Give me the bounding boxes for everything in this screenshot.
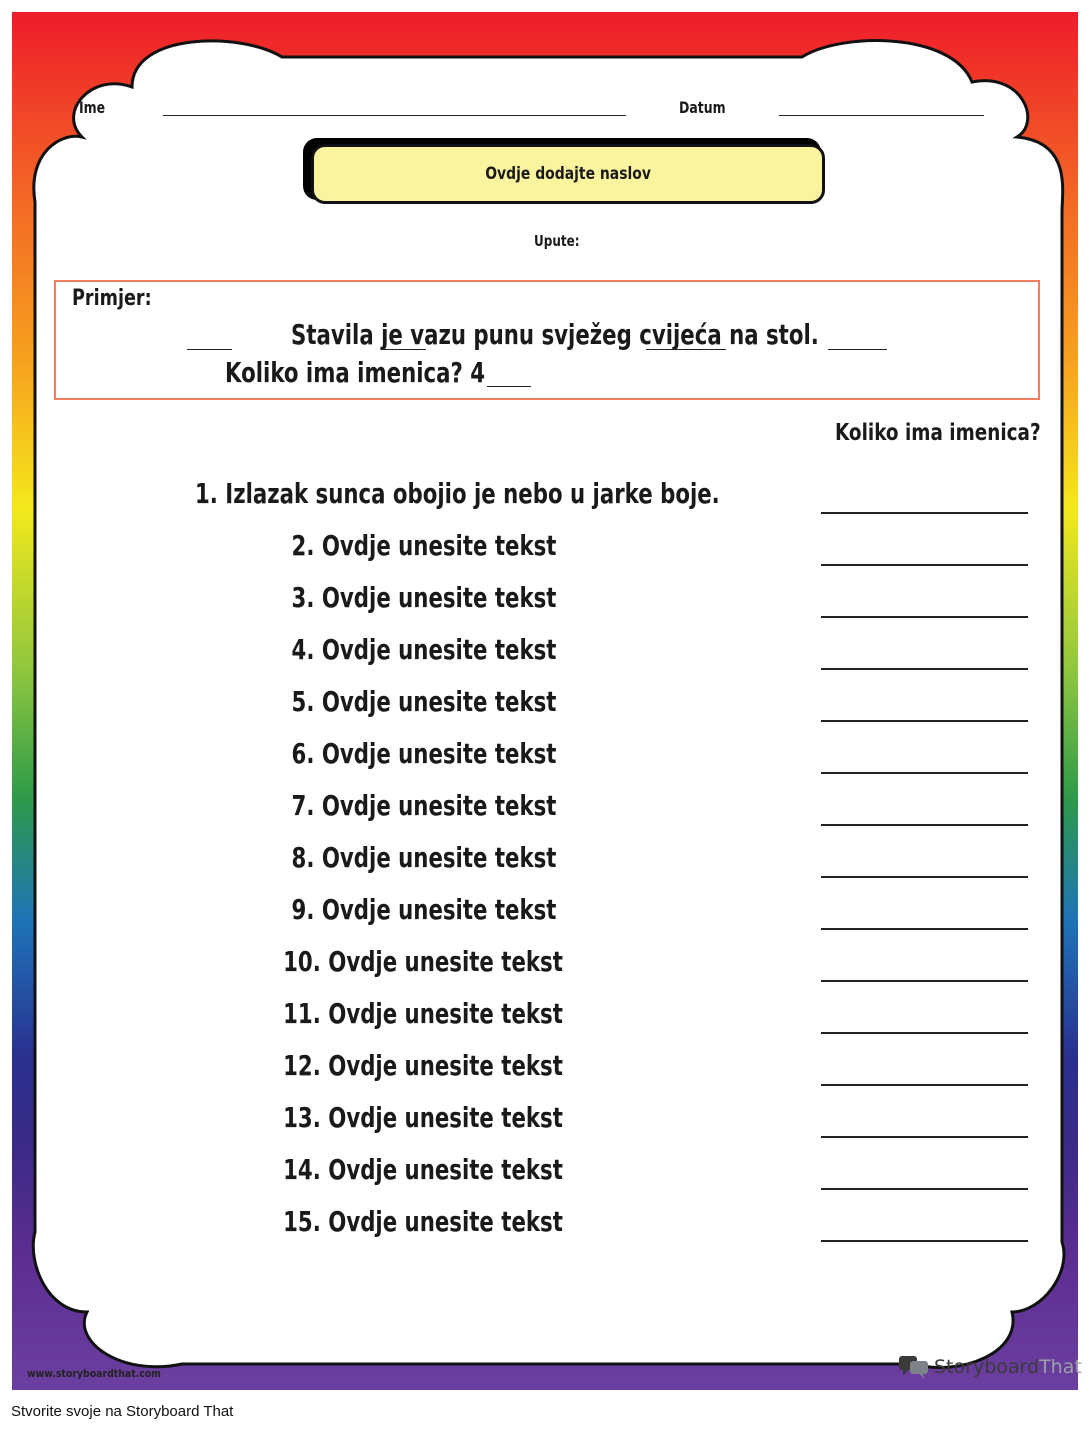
instructions-label: Upute: — [534, 232, 580, 250]
credit-line[interactable]: Stvorite svoje na Storyboard That — [11, 1403, 234, 1420]
example-underline-1 — [382, 349, 426, 350]
answer-column-header: Koliko ima imenica? — [835, 420, 1041, 446]
name-line[interactable] — [163, 115, 626, 116]
footer-url[interactable]: www.storyboardthat.com — [27, 1367, 161, 1380]
answer-line[interactable] — [821, 928, 1028, 930]
example-blank-right — [828, 349, 887, 350]
answer-line[interactable] — [821, 564, 1028, 566]
question-item: 15. Ovdje unesite tekst — [283, 1205, 563, 1238]
answer-line[interactable] — [821, 876, 1028, 878]
logo-word-that: That — [1039, 1356, 1082, 1378]
question-item: 5. Ovdje unesite tekst — [291, 685, 557, 718]
date-label: Datum — [679, 98, 726, 117]
question-item: 8. Ovdje unesite tekst — [291, 841, 557, 874]
question-item: 2. Ovdje unesite tekst — [291, 529, 557, 562]
page-title: Ovdje dodajte naslov — [485, 164, 651, 184]
question-item: 9. Ovdje unesite tekst — [291, 893, 557, 926]
answer-line[interactable] — [821, 1032, 1028, 1034]
question-item: 6. Ovdje unesite tekst — [291, 737, 557, 770]
answer-line[interactable] — [821, 1084, 1028, 1086]
example-underline-2 — [646, 349, 726, 350]
answer-line[interactable] — [821, 668, 1028, 670]
speech-bubbles-icon — [898, 1354, 930, 1380]
example-question: Koliko ima imenica? 4 — [225, 356, 486, 389]
question-item: 3. Ovdje unesite tekst — [291, 581, 557, 614]
date-line[interactable] — [779, 115, 984, 116]
logo-word-storyboard: Storyboard — [934, 1356, 1040, 1378]
answer-line[interactable] — [821, 1188, 1028, 1190]
question-item: 4. Ovdje unesite tekst — [291, 633, 557, 666]
question-item: 14. Ovdje unesite tekst — [283, 1153, 563, 1186]
question-item: 13. Ovdje unesite tekst — [283, 1101, 563, 1134]
example-answer-line — [487, 386, 531, 387]
answer-line[interactable] — [821, 772, 1028, 774]
answer-line[interactable] — [821, 512, 1028, 514]
example-label: Primjer: — [72, 286, 152, 311]
answer-line[interactable] — [821, 720, 1028, 722]
answer-line[interactable] — [821, 1136, 1028, 1138]
question-item: 10. Ovdje unesite tekst — [283, 945, 563, 978]
question-item: 1. Izlazak sunca obojio je nebo u jarke boje. — [195, 477, 720, 510]
example-blank-left — [187, 349, 232, 350]
answer-line[interactable] — [821, 616, 1028, 618]
title-box[interactable] — [311, 144, 825, 204]
answer-line[interactable] — [821, 824, 1028, 826]
question-item: 12. Ovdje unesite tekst — [283, 1049, 563, 1082]
example-sentence: Stavila je vazu punu svježeg cvijeća na stol. — [291, 318, 819, 351]
name-label: Ime — [79, 98, 106, 117]
answer-line[interactable] — [821, 980, 1028, 982]
answer-line[interactable] — [821, 1240, 1028, 1242]
question-item: 11. Ovdje unesite tekst — [283, 997, 563, 1030]
storyboardthat-logo[interactable] — [898, 1354, 1082, 1380]
question-item: 7. Ovdje unesite tekst — [291, 789, 557, 822]
